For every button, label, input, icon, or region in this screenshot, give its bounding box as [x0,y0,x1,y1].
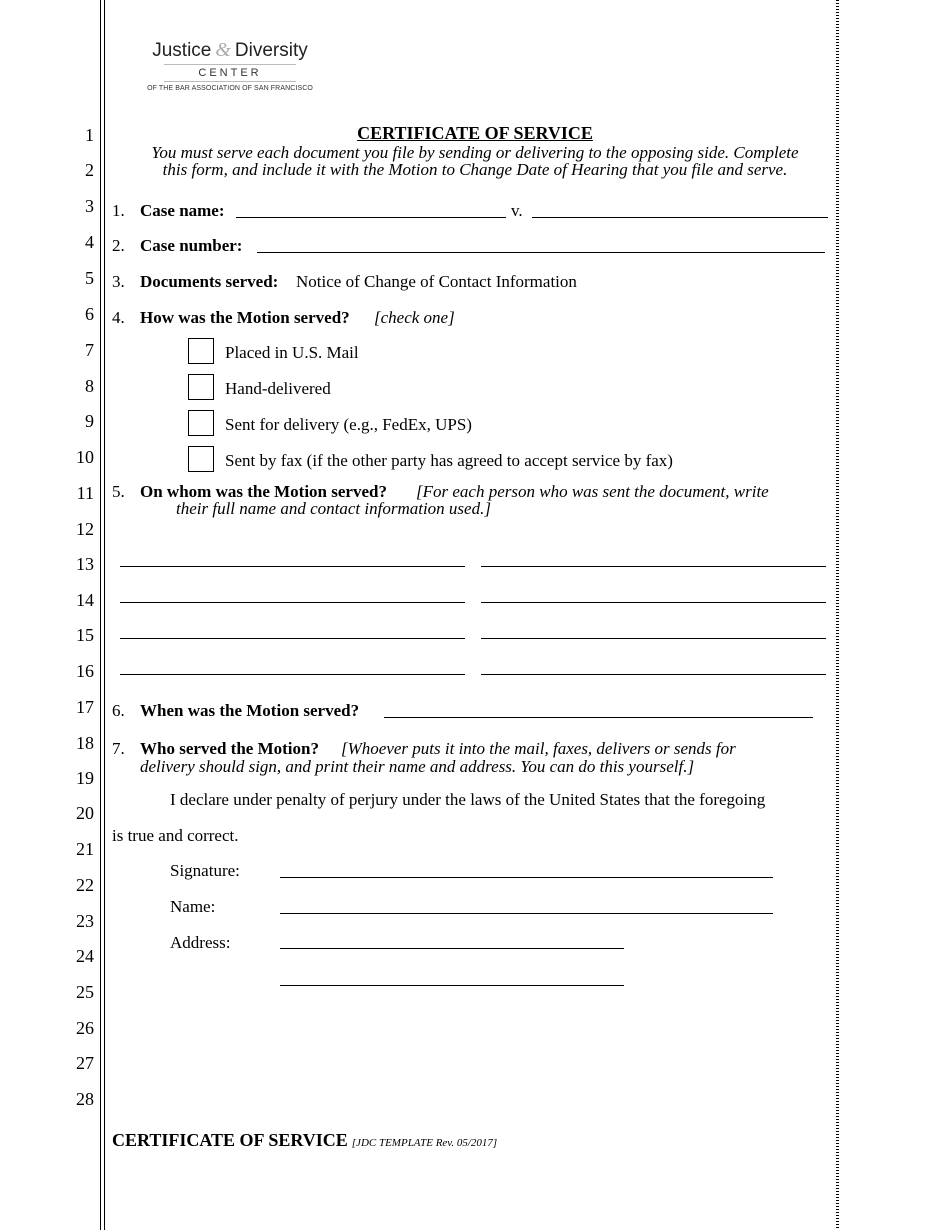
case-number-field[interactable] [257,252,825,253]
line-number: 6 [85,304,94,324]
recipient-field-left-3[interactable] [120,638,465,639]
name-label: Name: [170,897,216,916]
documents-served-label: Documents served: [140,272,279,291]
footer-title: CERTIFICATE OF SERVICE [112,1130,348,1150]
line-number: 4 [85,232,94,252]
on-whom-label: On whom was the Motion served? [140,482,387,501]
jdc-logo [140,38,320,92]
line-number: 18 [76,733,94,753]
left-margin-rule [100,0,101,1230]
item-5-number: 5. [112,482,125,501]
logo-subtitle: OF THE BAR ASSOCIATION OF SAN FRANCISCO [147,85,313,92]
case-name-field-1[interactable] [236,217,506,218]
item-2-number: 2. [112,236,125,255]
line-number: 7 [85,340,94,360]
line-number: 13 [76,554,94,574]
item-4-number: 4. [112,308,125,327]
recipient-field-right-1[interactable] [481,566,826,567]
recipient-field-left-1[interactable] [120,566,465,567]
line-number: 21 [76,839,94,859]
line-number: 10 [76,447,94,467]
case-name-versus: v. [511,201,523,220]
documents-served-value: Notice of Change of Contact Information [296,272,577,291]
instructions-line-2: this form, and include it with the Motion to Change Date of Hearing that you file and serve. [162,160,788,179]
recipient-field-right-2[interactable] [481,602,826,603]
option-sent-for-delivery: Sent for delivery (e.g., FedEx, UPS) [225,415,472,434]
recipient-field-right-4[interactable] [481,674,826,675]
who-served-hint-1: [Whoever puts it into the mail, faxes, delivers or sends for [341,739,736,758]
declaration-line-2: is true and correct. [112,826,239,845]
checkbox-sent-for-delivery[interactable] [188,410,214,436]
checkbox-us-mail[interactable] [188,338,214,364]
on-whom-hint-2: their full name and contact information used.] [176,499,491,518]
signature-field[interactable] [280,877,773,878]
who-served-hint-2: delivery should sign, and print their name and address. You can do this yourself.] [140,757,695,776]
when-served-field[interactable] [384,717,813,718]
line-number: 26 [76,1018,94,1038]
logo-name-left: Justice [152,40,212,61]
line-number: 23 [76,911,94,931]
line-number: 3 [85,196,94,216]
instructions-line-1: You must serve each document you file by sending or delivering to the opposing side. Complete [151,143,799,162]
line-number: 22 [76,875,94,895]
on-whom-hint-1: [For each person who was sent the document, write [416,482,769,501]
logo-name-right: Diversity [234,40,308,61]
address-field-2[interactable] [280,985,624,986]
checkbox-sent-by-fax[interactable] [188,446,214,472]
recipient-field-right-3[interactable] [481,638,826,639]
option-sent-by-fax: Sent by fax (if the other party has agreed to accept service by fax) [225,451,673,470]
signature-label: Signature: [170,861,240,880]
line-number: 9 [85,411,94,431]
line-number: 8 [85,376,94,396]
when-served-label: When was the Motion served? [140,701,360,720]
how-served-hint: [check one] [374,308,455,327]
line-number: 19 [76,768,94,788]
line-number: 5 [85,268,94,288]
recipient-field-left-4[interactable] [120,674,465,675]
name-field[interactable] [280,913,773,914]
recipient-field-left-2[interactable] [120,602,465,603]
footer-template: [JDC TEMPLATE Rev. 05/2017] [351,1137,498,1149]
checkbox-hand-delivered[interactable] [188,374,214,400]
who-served-label: Who served the Motion? [140,739,319,758]
logo-center: CENTER [198,67,262,79]
line-number: 17 [76,697,94,717]
line-number: 16 [76,661,94,681]
case-number-label: Case number: [140,236,243,255]
item-1-number: 1. [112,201,125,220]
line-number: 14 [76,590,94,610]
line-number: 11 [76,483,94,503]
item-7-number: 7. [112,739,125,758]
line-number: 20 [76,803,94,823]
line-number: 25 [76,982,94,1002]
item-6-number: 6. [112,701,125,720]
left-margin-rule-inner [104,0,105,1230]
right-margin-rule [836,0,839,1230]
line-number: 1 [85,125,94,145]
option-us-mail: Placed in U.S. Mail [225,343,359,362]
line-number: 24 [76,946,94,966]
logo-ampersand: & [215,39,231,61]
line-number: 15 [76,625,94,645]
case-name-field-2[interactable] [532,217,828,218]
line-number: 2 [85,160,94,180]
address-label: Address: [170,933,231,952]
page-title: CERTIFICATE OF SERVICE [357,123,593,143]
declaration-line-1: I declare under penalty of perjury under the laws of the United States that the foregoing [170,790,766,809]
option-hand-delivered: Hand-delivered [225,379,331,398]
line-number: 27 [76,1053,94,1073]
line-number: 28 [76,1089,94,1109]
item-3-number: 3. [112,272,125,291]
footer [112,1130,497,1151]
address-field-1[interactable] [280,948,624,949]
line-number: 12 [76,519,94,539]
case-name-label: Case name: [140,201,225,220]
how-served-label: How was the Motion served? [140,308,350,327]
